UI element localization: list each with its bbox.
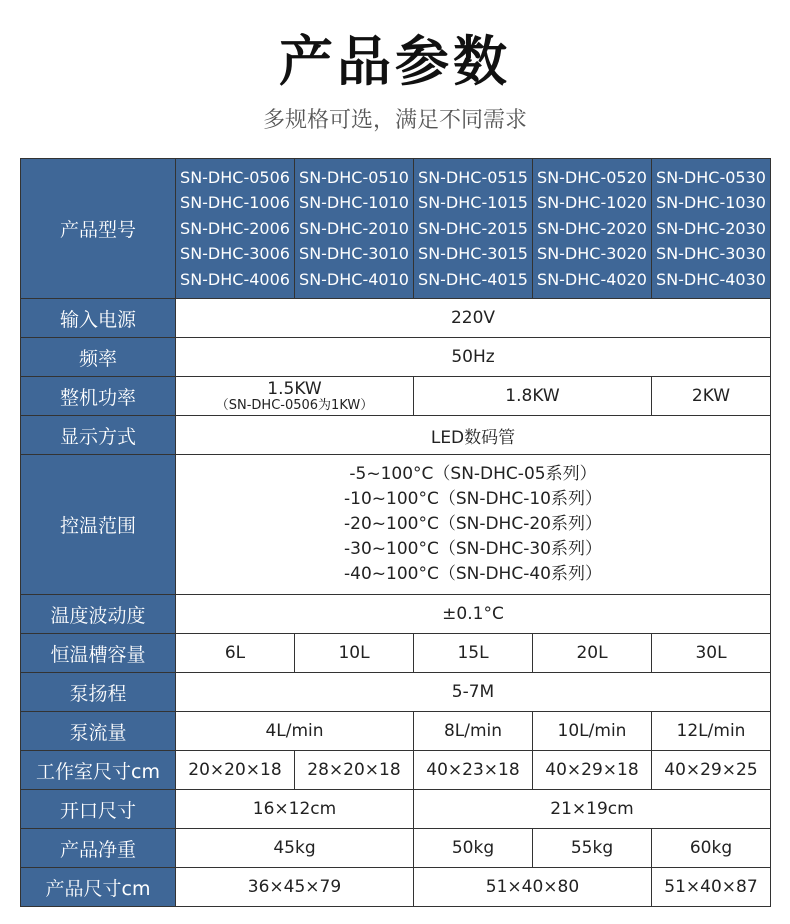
model-name: SN-DHC-2030 — [656, 218, 766, 238]
label-frequency: 频率 — [21, 338, 176, 377]
row-input-power — [21, 299, 771, 338]
value-input-power: 220V — [176, 299, 771, 338]
model-name: SN-DHC-0515 — [418, 167, 528, 187]
model-column-1 — [176, 159, 295, 299]
row-temp-fluctuation — [21, 595, 771, 634]
value-bath-capacity: 30L — [652, 634, 771, 673]
value-bath-capacity: 15L — [414, 634, 533, 673]
model-name: SN-DHC-1030 — [656, 193, 766, 213]
label-machine-power: 整机功率 — [21, 377, 176, 416]
model-name: SN-DHC-2010 — [299, 218, 409, 238]
row-machine-power — [21, 377, 771, 416]
model-column-4 — [533, 159, 652, 299]
model-name: SN-DHC-2015 — [418, 218, 528, 238]
value-temp-fluctuation: ±0.1°C — [176, 595, 771, 634]
row-model — [21, 159, 771, 299]
model-name: SN-DHC-4030 — [656, 269, 766, 289]
model-name: SN-DHC-4006 — [180, 269, 290, 289]
value-chamber-size: 40×23×18 — [414, 751, 533, 790]
label-input-power: 输入电源 — [21, 299, 176, 338]
model-name: SN-DHC-0530 — [656, 167, 766, 187]
model-name: SN-DHC-2020 — [537, 218, 647, 238]
value-product-size: 51×40×80 — [414, 868, 652, 907]
value-temp-range — [176, 455, 771, 595]
label-net-weight: 产品净重 — [21, 829, 176, 868]
value-pump-flow: 12L/min — [652, 712, 771, 751]
model-name: SN-DHC-3020 — [537, 244, 647, 264]
label-display: 显示方式 — [21, 416, 176, 455]
power-value: 1.5KW — [267, 379, 322, 399]
temp-range-line: -30~100°C（SN-DHC-30系列） — [344, 539, 602, 559]
power-note: （SN-DHC-0506为1KW） — [215, 398, 374, 413]
model-name: SN-DHC-3006 — [180, 244, 290, 264]
value-product-size: 51×40×87 — [652, 868, 771, 907]
model-name: SN-DHC-3030 — [656, 244, 766, 264]
label-model: 产品型号 — [21, 159, 176, 299]
value-chamber-size: 28×20×18 — [295, 751, 414, 790]
value-machine-power-3: 2KW — [652, 377, 771, 416]
row-frequency — [21, 338, 771, 377]
value-pump-flow: 4L/min — [176, 712, 414, 751]
model-name: SN-DHC-3010 — [299, 244, 409, 264]
label-product-size: 产品尺寸cm — [21, 868, 176, 907]
value-bath-capacity: 10L — [295, 634, 414, 673]
model-column-5 — [652, 159, 771, 299]
temp-range-line: -10~100°C（SN-DHC-10系列） — [344, 489, 602, 509]
model-column-2 — [295, 159, 414, 299]
label-temp-range: 控温范围 — [21, 455, 176, 595]
model-name: SN-DHC-0520 — [537, 167, 647, 187]
value-bath-capacity: 6L — [176, 634, 295, 673]
value-frequency: 50Hz — [176, 338, 771, 377]
value-net-weight: 55kg — [533, 829, 652, 868]
value-pump-flow: 8L/min — [414, 712, 533, 751]
temp-range-line: -20~100°C（SN-DHC-20系列） — [344, 514, 602, 534]
value-machine-power-2: 1.8KW — [414, 377, 652, 416]
row-net-weight — [21, 829, 771, 868]
model-name: SN-DHC-0510 — [299, 167, 409, 187]
value-display: LED数码管 — [176, 416, 771, 455]
temp-range-line: -5~100°C（SN-DHC-05系列） — [349, 464, 597, 484]
value-pump-flow: 10L/min — [533, 712, 652, 751]
model-name: SN-DHC-4015 — [418, 269, 528, 289]
row-bath-capacity — [21, 634, 771, 673]
model-name: SN-DHC-0506 — [180, 167, 290, 187]
label-temp-fluctuation: 温度波动度 — [21, 595, 176, 634]
row-chamber-size — [21, 751, 771, 790]
value-net-weight: 45kg — [176, 829, 414, 868]
label-chamber-size: 工作室尺寸cm — [21, 751, 176, 790]
row-pump-head — [21, 673, 771, 712]
model-name: SN-DHC-1010 — [299, 193, 409, 213]
model-name: SN-DHC-1006 — [180, 193, 290, 213]
row-product-size — [21, 868, 771, 907]
value-opening: 21×19cm — [414, 790, 771, 829]
label-pump-head: 泵扬程 — [21, 673, 176, 712]
model-column-3 — [414, 159, 533, 299]
value-product-size: 36×45×79 — [176, 868, 414, 907]
value-net-weight: 60kg — [652, 829, 771, 868]
model-name: SN-DHC-4020 — [537, 269, 647, 289]
label-bath-capacity: 恒温槽容量 — [21, 634, 176, 673]
page-subtitle: 多规格可选，满足不同需求 — [262, 108, 527, 133]
label-pump-flow: 泵流量 — [21, 712, 176, 751]
value-chamber-size: 40×29×25 — [652, 751, 771, 790]
model-name: SN-DHC-4010 — [299, 269, 409, 289]
value-chamber-size: 20×20×18 — [176, 751, 295, 790]
model-name: SN-DHC-1015 — [418, 193, 528, 213]
row-opening — [21, 790, 771, 829]
value-bath-capacity: 20L — [533, 634, 652, 673]
value-pump-head: 5-7M — [176, 673, 771, 712]
page-title: 产品参数 — [279, 30, 511, 93]
model-name: SN-DHC-3015 — [418, 244, 528, 264]
value-machine-power-1 — [176, 377, 414, 416]
temp-range-line: -40~100°C（SN-DHC-40系列） — [344, 564, 602, 584]
row-temp-range — [21, 455, 771, 595]
value-net-weight: 50kg — [414, 829, 533, 868]
model-name: SN-DHC-2006 — [180, 218, 290, 238]
label-opening: 开口尺寸 — [21, 790, 176, 829]
row-pump-flow — [21, 712, 771, 751]
model-name: SN-DHC-1020 — [537, 193, 647, 213]
row-display — [21, 416, 771, 455]
value-opening: 16×12cm — [176, 790, 414, 829]
spec-table — [20, 158, 771, 907]
value-chamber-size: 40×29×18 — [533, 751, 652, 790]
